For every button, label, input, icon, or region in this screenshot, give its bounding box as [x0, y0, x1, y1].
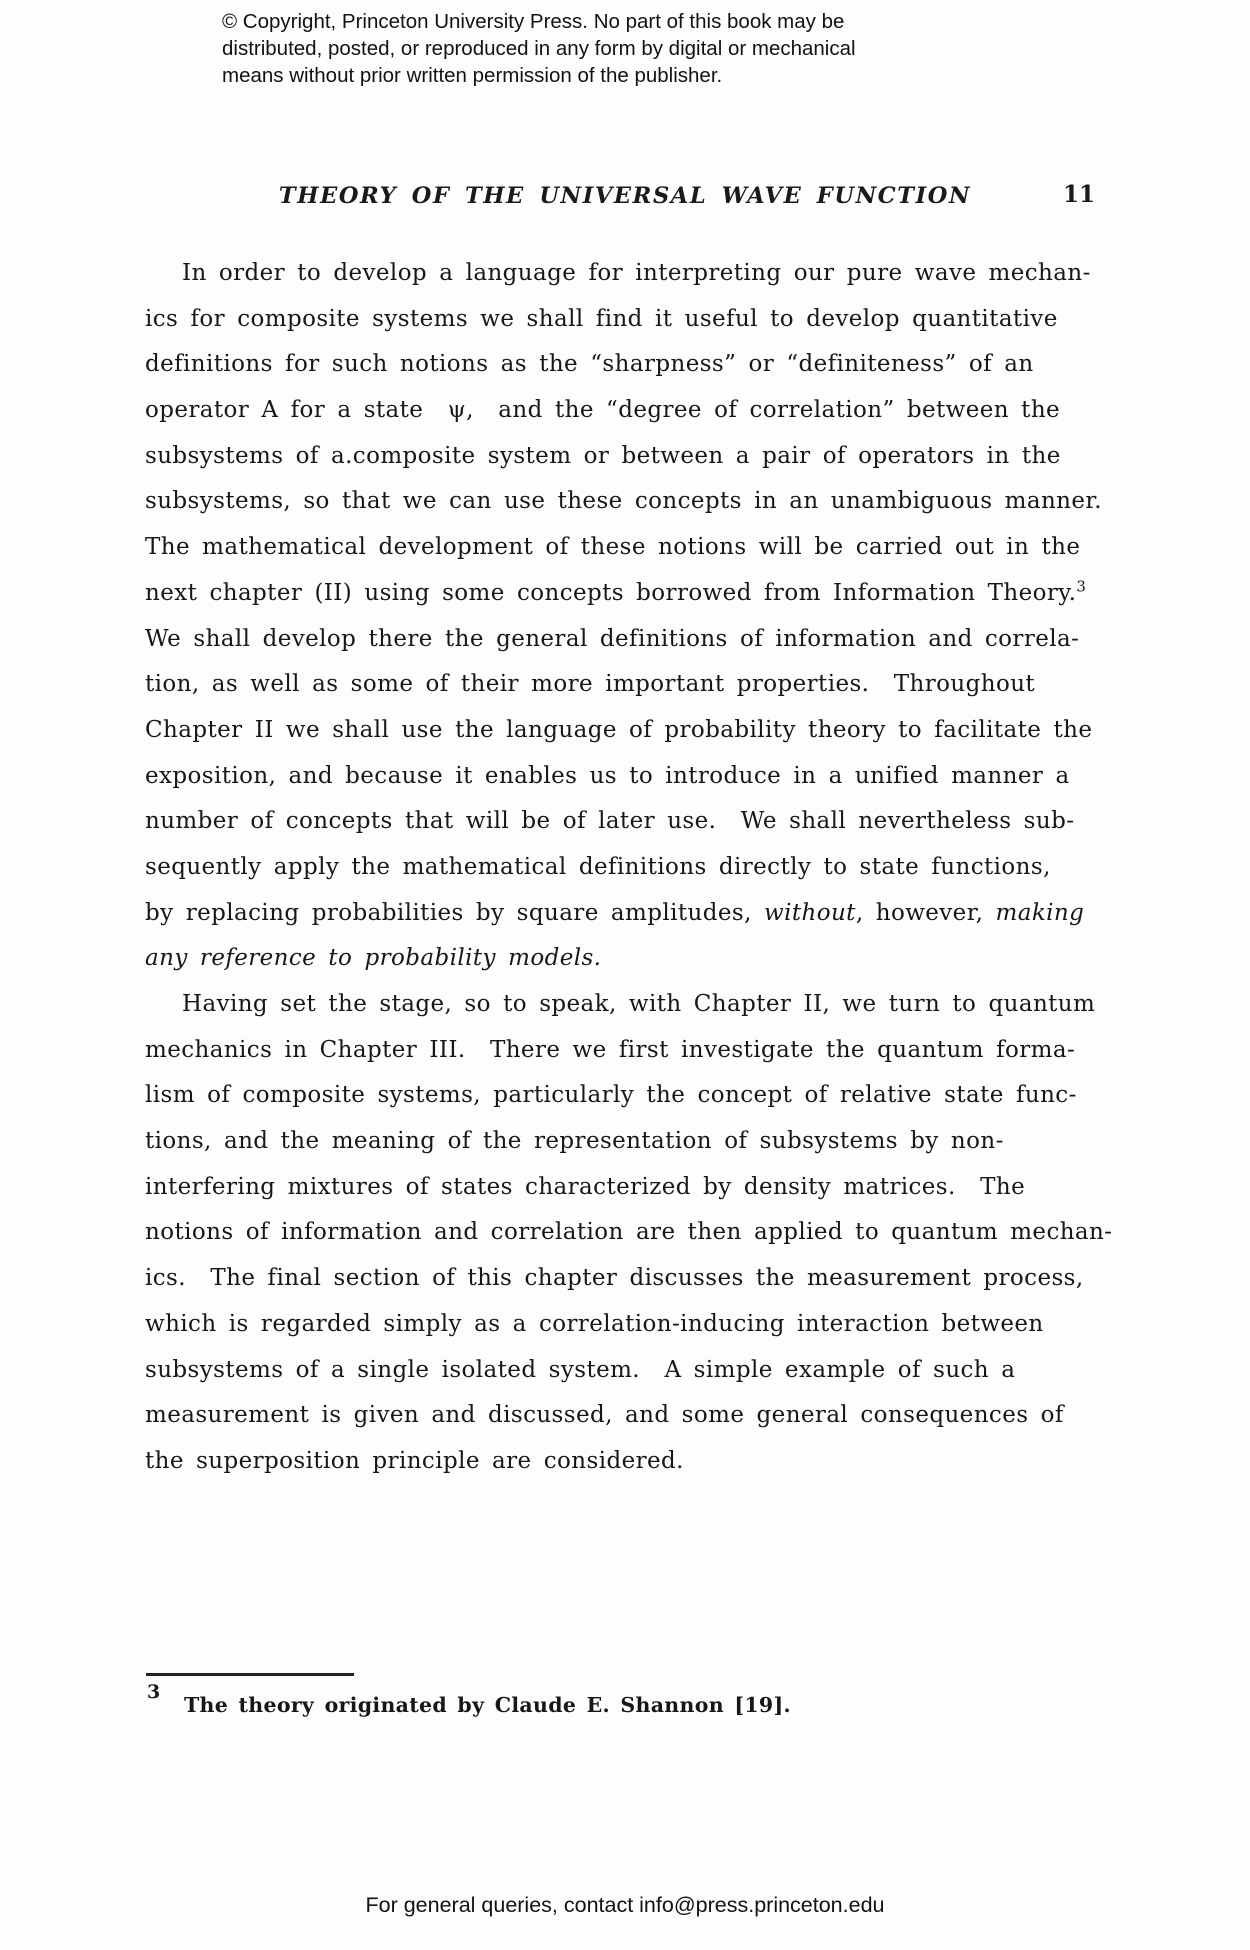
text-line: the superposition principle are considered. [145, 1447, 684, 1474]
text-segment: next chapter (II) using some concepts borrowed from Information Theory. [145, 579, 1077, 606]
text-line: Chapter II we shall use the language of probability theory to facilitate the [145, 716, 1093, 743]
text-line: tion, as well as some of their more important properties. Throughout [145, 671, 1036, 698]
copyright-line: means without prior written permission of the publisher. [222, 64, 723, 87]
text-line: definitions for such notions as the “sharpness” or “definiteness” of an [145, 351, 1034, 378]
running-header [0, 183, 1250, 217]
footer-contact-text: For general queries, contact info@press.princeton.edu [365, 1893, 885, 1917]
text-line: which is regarded simply as a correlation-inducing interaction between [145, 1310, 1044, 1337]
page-number: 11 [1063, 181, 1096, 208]
body-text [145, 251, 1145, 1485]
text-line: Having set the stage, so to speak, with Chapter II, we turn to quantum [182, 991, 1096, 1017]
text-line: operator A for a state ψ, and the “degree of correlation” between the [145, 397, 1061, 424]
text-line: In order to develop a language for interpreting our pure wave mechan- [182, 260, 1091, 286]
text-line: We shall develop there the general definitions of information and correla- [145, 625, 1080, 652]
emphasized-phrase: any reference to probability models. [145, 945, 602, 972]
text-line-italic [145, 936, 1145, 982]
text-line: ics for composite systems we shall find it useful to develop quantitative [145, 305, 1058, 332]
text-line: notions of information and correlation are then applied to quantum mechan- [145, 1219, 1113, 1246]
copyright-line: distributed, posted, or reproduced in any form by digital or mechanical [222, 37, 856, 60]
emphasized-word: without [764, 899, 856, 926]
text-line: subsystems of a single isolated system. A simple example of such a [145, 1356, 1016, 1383]
text-line: interfering mixtures of states characterized by density matrices. The [145, 1173, 1026, 1200]
copyright-notice [222, 8, 856, 89]
text-line: exposition, and because it enables us to introduce in a unified manner a [145, 762, 1070, 789]
text-line: tions, and the meaning of the representation of subsystems by non- [145, 1128, 1004, 1155]
text-line: lism of composite systems, particularly the concept of relative state func- [145, 1082, 1077, 1109]
text-segment: , however, [855, 899, 996, 926]
text-line: ics. The final section of this chapter discusses the measurement process, [145, 1265, 1084, 1292]
text-line: measurement is given and discussed, and some general consequences of [145, 1402, 1064, 1429]
page-title: THEORY OF THE UNIVERSAL WAVE FUNCTION [278, 183, 972, 209]
text-line: subsystems, so that we can use these concepts in an unambiguous manner. [145, 488, 1102, 515]
text-line: mechanics in Chapter III. There we first investigate the quantum forma- [145, 1036, 1076, 1063]
footnote-reference: 3 [1076, 577, 1087, 596]
text-line-with-footnote-ref [145, 571, 1145, 617]
footnote-marker: 3 [147, 1681, 161, 1703]
text-line: sequently apply the mathematical definitions directly to state functions, [145, 853, 1051, 880]
text-line: subsystems of a.composite system or between a pair of operators in the [145, 442, 1061, 469]
copyright-line: © Copyright, Princeton University Press. No part of this book may be [222, 10, 845, 33]
text-line: number of concepts that will be of later use. We shall nevertheless sub- [145, 808, 1075, 835]
text-line-with-emphasis [145, 891, 1145, 937]
footnote-divider [146, 1673, 354, 1676]
footnote-text: The theory originated by Claude E. Shannon [19]. [184, 1693, 791, 1717]
text-line: The mathematical development of these notions will be carried out in the [145, 534, 1081, 561]
text-segment: by replacing probabilities by square amplitudes, [145, 899, 764, 926]
emphasized-word: making [995, 899, 1085, 926]
